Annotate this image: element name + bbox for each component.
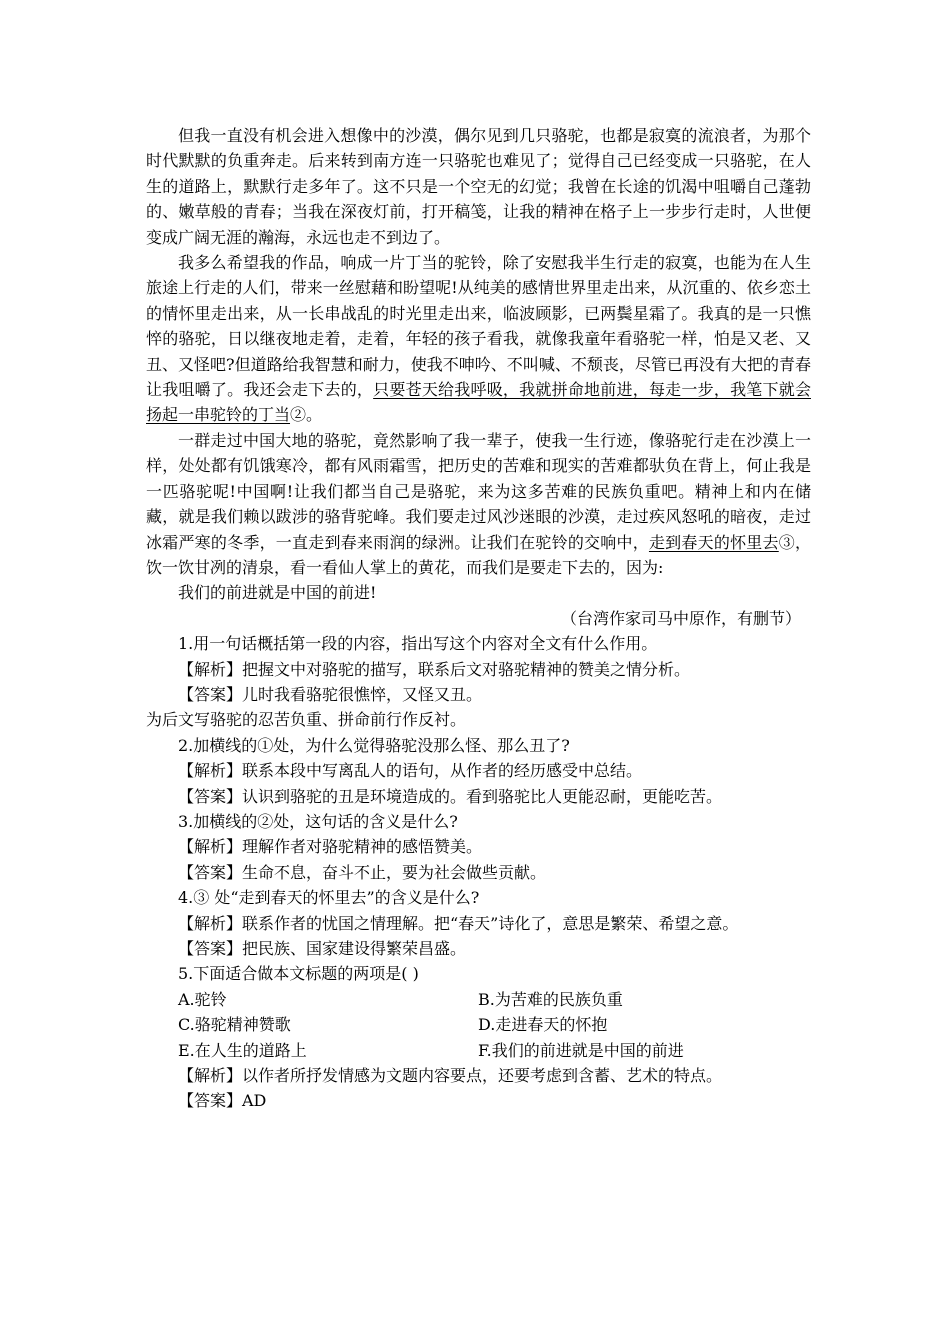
underlined-phrase-3: 走到春天的怀里去 <box>648 532 779 552</box>
option-d: D.走进春天的怀抱 <box>478 1015 608 1035</box>
option-a: A.驼铃 <box>178 989 227 1009</box>
question-4-answer: 【答案】把民族、国家建设得繁荣昌盛。 <box>178 939 467 958</box>
article-paragraph-2 <box>146 250 811 428</box>
option-c: C.骆驼精神赞歌 <box>178 1015 291 1035</box>
question-2-answer: 【答案】认识到骆驼的丑是环境造成的。看到骆驼比人更能忍耐，更能吃苦。 <box>178 786 723 806</box>
question-3-answer: 【答案】生命不息，奋斗不止，要为社会做些贡献。 <box>178 862 547 882</box>
question-4: 4.③ 处“走到春天的怀里去”的含义是什么? <box>178 888 480 908</box>
option-b: B.为苦难的民族负重 <box>478 989 623 1009</box>
paragraph-2-text: 我多么希望我的作品，响成一片丁当的驼铃，除了安慰我半生行走的寂寞，也能为在人生旅途上行走的人们，带来一丝慰藉和盼望呢!从纯美的感情世界里走出来，从沉重的、依乡恋土的情怀里走出来，从一长串战乱的时光里走出来，临波顾影，已两鬓星霜了。我真的是一只憔悴的骆驼，日以继夜地走着，走着，年轻的孩子看我，就像我童年看骆驼一样，怕是又老、又丑、又怪吧?但道路给我智慧和耐力，使我不呻吟、不叫喊、不颓丧，尽管已再没有大把的青春让我咀嚼了。我还会走下去的， <box>146 253 811 400</box>
paragraph-2-tail: ②。 <box>290 405 323 425</box>
question-1-answer: 【答案】儿时我看骆驼很憔悴，又怪又丑。 <box>178 684 483 704</box>
question-5: 5.下面适合做本文标题的两项是( ) <box>178 964 419 984</box>
question-4-analysis: 【解析】联系作者的忧国之情理解。把“春天”诗化了，意思是繁荣、希望之意。 <box>178 913 739 933</box>
question-2-analysis: 【解析】联系本段中写离乱人的语句，从作者的经历感受中总结。 <box>178 761 643 781</box>
option-f: F.我们的前进就是中国的前进 <box>478 1040 684 1060</box>
underlined-sentence-2: 只要苍天给我呼吸，我就拼命地前进，每走一步，我笔下就会扬起一串驼铃的丁当 <box>146 380 811 425</box>
question-2: 2.加横线的①处，为什么觉得骆驼没那么怪、那么丑了? <box>178 735 570 755</box>
question-1: 1.用一句话概括第一段的内容，指出写这个内容对全文有什么作用。 <box>178 634 658 654</box>
option-e: E.在人生的道路上 <box>178 1040 307 1060</box>
article-paragraph-4: 我们的前进就是中国的前进! <box>178 583 377 603</box>
paragraph-3-text: 一群走过中国大地的骆驼，竟然影响了我一辈子，使我一生行迹，像骆驼行走在沙漠上一样，处处都有饥饿寒冷，都有风雨霜雪，把历史的苦难和现实的苦难都驮负在背上，何止我是一匹骆驼呢!中国啊!让我们都当自己是骆驼，来为这多苦难的民族负重吧。精神上和内在储藏，就是我们赖以跋涉的骆背驼峰。我们要走过风沙迷眼的沙漠，走过疾风怒吼的暗夜，走过冰霜严寒的冬季，一直走到春来雨润的绿洲。让我们在驼铃的交响中， <box>146 430 811 552</box>
document-content <box>146 123 811 1114</box>
question-1-answer-continued: 为后文写骆驼的忍苦负重、拼命前行作反衬。 <box>146 710 467 730</box>
article-paragraph-1: 但我一直没有机会进入想像中的沙漠，偶尔见到几只骆驼，也都是寂寞的流浪者，为那个时代默默的负重奔走。后来转到南方连一只骆驼也难见了；觉得自己已经变成一只骆驼，在人生的道路上，默默行走多年了。这不只是一个空无的幻觉；我曾在长途的饥渴中咀嚼自己蓬勃的、嫩草般的青春；当我在深夜灯前，打开稿笺，让我的精神在格子上一步步行走时，人世便变成广阔无涯的瀚海，永远也走不到边了。 <box>146 126 811 247</box>
question-5-analysis: 【解析】以作者所抒发情感为文题内容要点，还要考虑到含蓄、艺术的特点。 <box>178 1066 723 1086</box>
question-5-answer: 【答案】AD <box>178 1091 267 1111</box>
question-3-analysis: 【解析】理解作者对骆驼精神的感悟赞美。 <box>178 837 483 857</box>
article-source: （台湾作家司马中原作，有删节） <box>560 608 801 628</box>
paragraph-3-tail: ③，饮一饮甘冽的清泉，看一看仙人掌上的黄花，而我们是要走下去的，因为: <box>146 532 811 577</box>
question-1-analysis: 【解析】把握文中对骆驼的描写，联系后文对骆驼精神的赞美之情分析。 <box>178 659 691 679</box>
article-paragraph-3 <box>146 428 811 580</box>
question-5-options <box>146 987 811 1063</box>
question-3: 3.加横线的②处，这句话的含义是什么? <box>178 811 458 831</box>
